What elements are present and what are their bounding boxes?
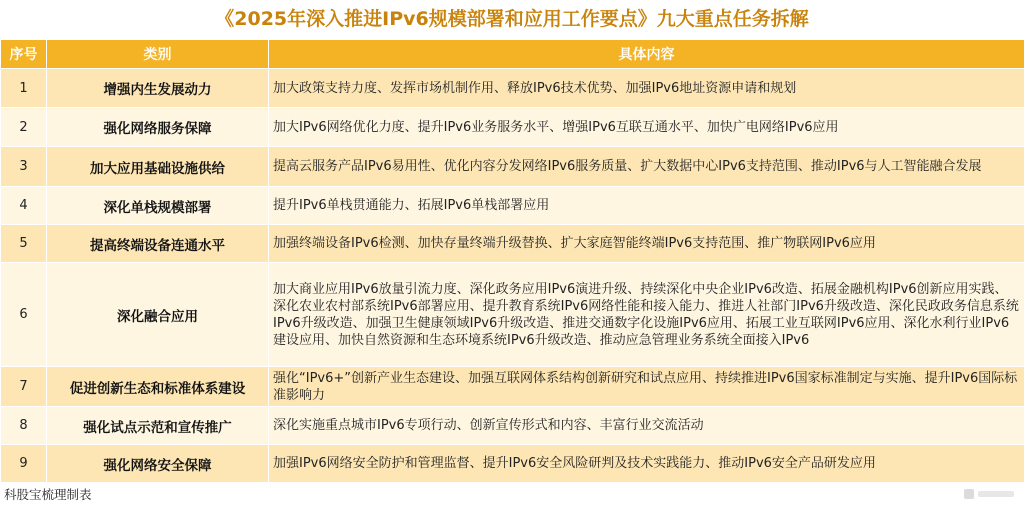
row-content: 提高云服务产品IPv6易用性、优化内容分发网络IPv6服务质量、扩大数据中心IPv6支持范围、推动IPv6与人工智能融合发展	[269, 147, 1024, 187]
table-row	[1, 147, 1024, 187]
row-number: 4	[1, 187, 47, 225]
table-row	[1, 187, 1024, 225]
source-note: 科股宝梳理制表	[4, 487, 92, 502]
row-number: 6	[1, 263, 47, 367]
row-category: 提高终端设备连通水平	[47, 225, 269, 263]
table-row	[1, 445, 1024, 483]
header-content: 具体内容	[269, 40, 1024, 69]
tasks-table	[0, 39, 1024, 483]
row-category: 强化网络服务保障	[47, 108, 269, 147]
row-content: 深化实施重点城市IPv6专项行动、创新宣传形式和内容、丰富行业交流活动	[269, 407, 1024, 445]
table-row	[1, 263, 1024, 367]
header-no: 序号	[1, 40, 47, 69]
row-number: 9	[1, 445, 47, 483]
row-content: 加大商业应用IPv6放量引流力度、深化政务应用IPv6演进升级、持续深化中央企业IPv6改造、拓展金融机构IPv6创新应用实践、深化农业农村部系统IPv6部署应用、提升教育系统IPv6网络性能和接入能力、推进人社部门IPv6升级改造、深化民政政务信息系统IPv6升级改造、加强卫生健康领域IPv6升级改造、推进交通数字化设施IPv6应用、拓展工业互联网IPv6应用、深化水利行业IPv6建设应用、加快自然资源和生态环境系统IPv6升级改造、推动应急管理业务系统全面接入IPv6	[269, 263, 1024, 367]
row-content: 强化“IPv6+”创新产业生态建设、加强互联网体系结构创新研究和试点应用、持续推进IPv6国家标准制定与实施、提升IPv6国际标准影响力	[269, 367, 1024, 407]
row-content: 加大政策支持力度、发挥市场机制作用、释放IPv6技术优势、加强IPv6地址资源申请和规划	[269, 69, 1024, 108]
row-category: 强化网络安全保障	[47, 445, 269, 483]
table-row	[1, 225, 1024, 263]
row-content: 加强终端设备IPv6检测、加快存量终端升级替换、扩大家庭智能终端IPv6支持范围、推广物联网IPv6应用	[269, 225, 1024, 263]
table-row	[1, 69, 1024, 108]
row-category: 深化融合应用	[47, 263, 269, 367]
row-number: 5	[1, 225, 47, 263]
watermark-logo-icon	[964, 488, 1016, 500]
row-category: 增强内生发展动力	[47, 69, 269, 108]
table-row	[1, 407, 1024, 445]
row-number: 7	[1, 367, 47, 407]
row-content: 加大IPv6网络优化力度、提升IPv6业务服务水平、增强IPv6互联互通水平、加快广电网络IPv6应用	[269, 108, 1024, 147]
table-row	[1, 108, 1024, 147]
row-content: 加强IPv6网络安全防护和管理监督、提升IPv6安全风险研判及技术实践能力、推动IPv6安全产品研发应用	[269, 445, 1024, 483]
row-category: 强化试点示范和宣传推广	[47, 407, 269, 445]
row-category: 促进创新生态和标准体系建设	[47, 367, 269, 407]
row-number: 1	[1, 69, 47, 108]
page-title: 《2025年深入推进IPv6规模部署和应用工作要点》九大重点任务拆解	[215, 8, 809, 30]
row-category: 加大应用基础设施供给	[47, 147, 269, 187]
row-number: 8	[1, 407, 47, 445]
header-category: 类别	[47, 40, 269, 69]
table-row	[1, 367, 1024, 407]
row-content: 提升IPv6单栈贯通能力、拓展IPv6单栈部署应用	[269, 187, 1024, 225]
row-number: 2	[1, 108, 47, 147]
row-category: 深化单栈规模部署	[47, 187, 269, 225]
row-number: 3	[1, 147, 47, 187]
table-header-row	[1, 40, 1024, 69]
